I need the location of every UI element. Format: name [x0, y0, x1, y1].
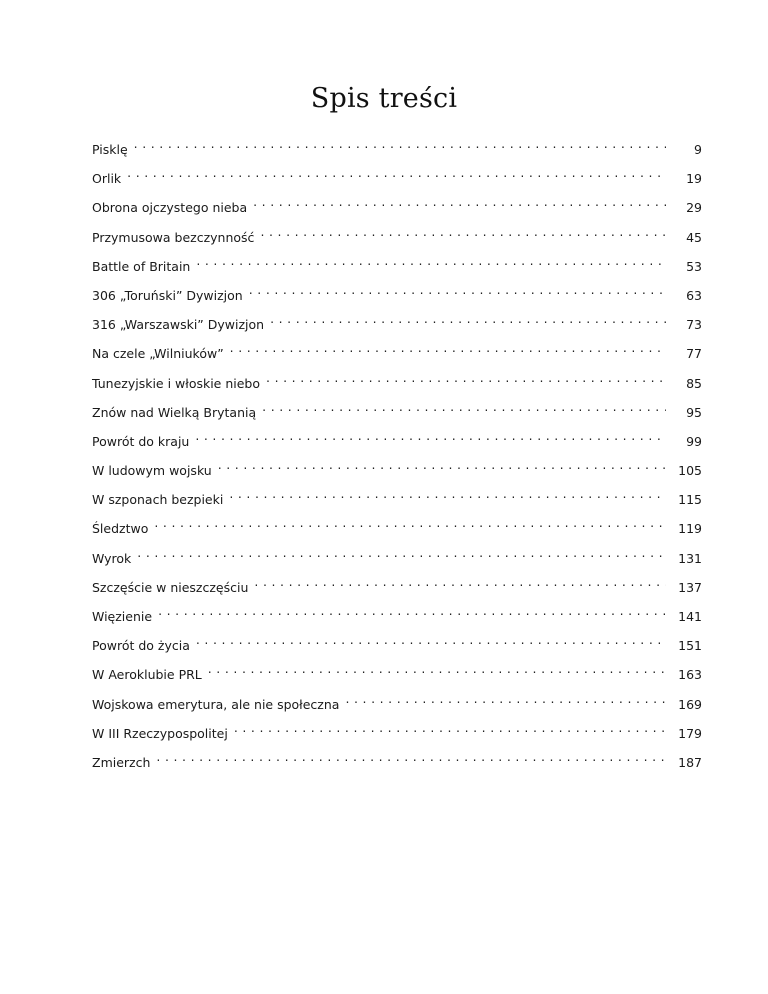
toc-entry-title: Więzienie — [92, 609, 153, 624]
page-title: Spis treści — [310, 83, 458, 114]
toc-entry-title: Przymusowa bezczynność — [92, 229, 255, 245]
toc-entry-title: W III Rzeczypospolitej — [92, 725, 228, 741]
toc-entry-title: Znów nad Wielką Brytanią — [92, 404, 257, 420]
table-of-contents — [92, 140, 702, 782]
toc-entry-page-number: 141 — [678, 609, 702, 624]
toc-entry-title: Zmierzch — [92, 754, 151, 770]
dot-leader — [156, 755, 666, 767]
toc-entry-title: Tunezyjskie i włoskie niebo — [92, 375, 261, 391]
toc-entry-page-number: 163 — [678, 667, 702, 683]
toc-entry — [92, 374, 702, 403]
dot-leader — [234, 726, 666, 738]
dot-leader — [230, 346, 666, 358]
dot-leader — [254, 580, 666, 592]
toc-entry-title: Wyrok — [92, 550, 132, 566]
toc-entry — [92, 344, 702, 373]
toc-entry-page-number: 9 — [694, 142, 702, 157]
dot-leader — [266, 376, 666, 388]
toc-entry — [92, 636, 702, 665]
toc-entry-page-number: 85 — [686, 375, 702, 391]
toc-entry-page-number: 99 — [686, 433, 702, 449]
toc-entry — [92, 753, 702, 782]
toc-entry — [92, 169, 702, 198]
toc-entry-title: W szponach bezpieki — [92, 492, 224, 508]
toc-entry-page-number: 119 — [678, 521, 702, 537]
toc-entry — [92, 724, 702, 753]
dot-leader — [262, 405, 666, 417]
toc-entry-title: Wojskowa emerytura, ale nie społeczna — [92, 696, 340, 712]
toc-entry-page-number: 45 — [686, 229, 702, 245]
toc-entry-title: Pisklę — [92, 142, 128, 157]
toc-entry-page-number: 151 — [678, 638, 702, 654]
dot-leader — [249, 288, 666, 300]
dot-leader — [260, 230, 666, 242]
toc-entry — [92, 257, 702, 286]
toc-entry-title: Powrót do kraju — [92, 433, 190, 449]
toc-entry — [92, 315, 702, 344]
toc-entry-page-number: 179 — [678, 725, 702, 741]
toc-entry-page-number: 77 — [686, 346, 702, 362]
toc-entry — [92, 286, 702, 315]
toc-entry-title: Na czele „Wilniuków” — [92, 346, 224, 362]
toc-entry — [92, 228, 702, 257]
toc-entry-title: W Aeroklubie PRL — [92, 667, 202, 683]
toc-entry-page-number: 29 — [686, 200, 702, 216]
toc-entry — [92, 140, 702, 169]
toc-entry-page-number: 105 — [678, 463, 702, 479]
dot-leader — [218, 463, 666, 475]
toc-entry — [92, 578, 702, 607]
toc-entry — [92, 490, 702, 519]
toc-entry — [92, 198, 702, 227]
toc-entry-title: 316 „Warszawski” Dywizjon — [92, 317, 265, 333]
toc-entry — [92, 695, 702, 724]
dot-leader — [229, 492, 666, 504]
toc-entry-page-number: 169 — [678, 696, 702, 712]
dot-leader — [158, 609, 666, 621]
toc-entry-title: Obrona ojczystego nieba — [92, 200, 248, 216]
toc-entry-page-number: 63 — [686, 287, 702, 303]
dot-leader — [154, 521, 666, 533]
dot-leader — [137, 551, 666, 563]
toc-entry-page-number: 115 — [678, 492, 702, 508]
toc-entry-page-number: 137 — [678, 579, 702, 595]
dot-leader — [127, 171, 666, 183]
toc-entry — [92, 432, 702, 461]
toc-entry-title: W ludowym wojsku — [92, 463, 212, 479]
dot-leader — [270, 317, 666, 329]
dot-leader — [253, 200, 666, 212]
toc-entry — [92, 665, 702, 694]
toc-entry-page-number: 187 — [678, 754, 702, 770]
toc-entry-page-number: 19 — [686, 171, 702, 187]
toc-entry-title: Orlik — [92, 171, 122, 187]
toc-entry-page-number: 73 — [686, 317, 702, 333]
toc-entry-page-number: 131 — [678, 550, 702, 566]
toc-entry-page-number: 95 — [686, 404, 702, 420]
toc-entry-title: Szczęście w nieszczęściu — [92, 579, 249, 595]
toc-entry — [92, 403, 702, 432]
toc-entry — [92, 607, 702, 636]
toc-entry — [92, 519, 702, 548]
toc-entry — [92, 549, 702, 578]
toc-entry — [92, 461, 702, 490]
dot-leader — [134, 142, 666, 154]
dot-leader — [196, 638, 666, 650]
dot-leader — [345, 697, 666, 709]
toc-entry-title: Powrót do życia — [92, 638, 190, 654]
toc-entry-title: 306 „Toruński” Dywizjon — [92, 287, 243, 303]
toc-entry-title: Śledztwo — [92, 521, 149, 537]
dot-leader — [196, 259, 666, 271]
dot-leader — [195, 434, 666, 446]
dot-leader — [208, 667, 666, 679]
toc-entry-title: Battle of Britain — [92, 258, 191, 274]
toc-entry-page-number: 53 — [686, 258, 702, 274]
